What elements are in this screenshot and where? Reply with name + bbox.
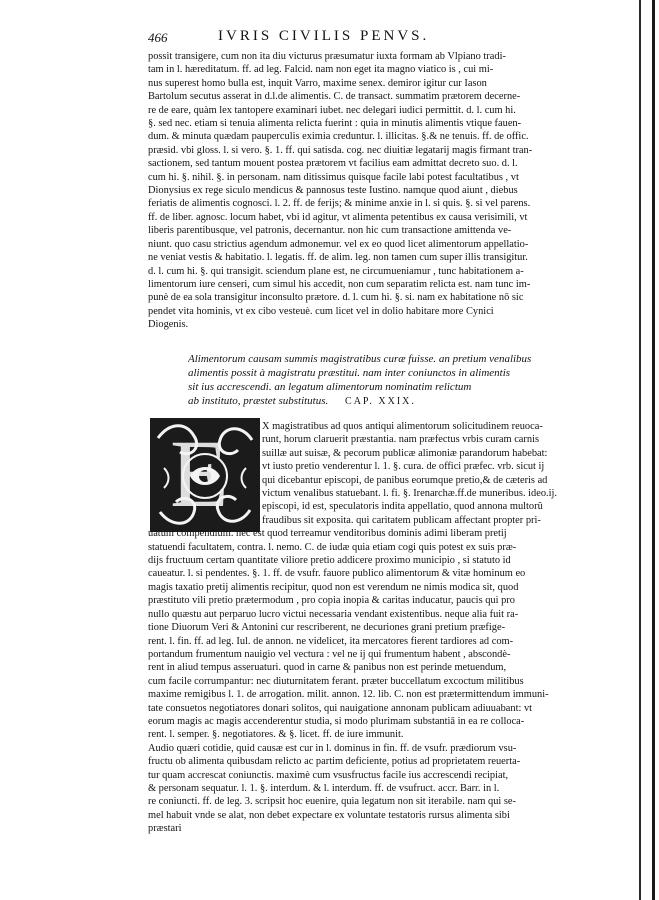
text-line: cum hi. §. nihil. §. in personam. nam ditissimus quisque facile labi potest facultatibus , vt: [148, 171, 519, 183]
text-line: Dionysius ex rege siculo mendicus & pannosus teste Iustino. namque quod aiunt , diebus: [148, 185, 518, 197]
text-line: Audio quæri cotidie, quid causæ est cur in l. dominus in fin. ff. de vsufr. prædiorum vsu-: [148, 742, 517, 754]
text-line: nullo quæstu aut perparuo lucro victui necessaria vendant existentibus. neque alia fuit ra-: [148, 608, 519, 620]
summary-line: Alimentorum causam summis magistratibus curæ fuisse. an pretium venalibus: [188, 353, 532, 365]
text-line: punè de ea sola transigitur inconsulto prætore. d. l. cum hi. §. si. nam ex habitatione nō sic: [148, 292, 524, 304]
text-line: re coniuncti. ff. de leg. 3. scripsit hoc euenire, quia legatum non sit iterabile. nam qui se-: [148, 796, 516, 808]
page-gutter-shadow: [639, 0, 641, 900]
text-line: d. l. cum hi. §. qui transigit. sciendum plane est, ne circumueniamur , tunc habitationem a-: [148, 265, 524, 277]
text-line: Bartolum secutus asserat in d.l.de alimentis. C. de transact. summatim prætorem decerne-: [148, 91, 521, 103]
text-line: dijs fructuum certam quantitate viliore pretio addicere proximo municipio , si statuto id: [148, 555, 511, 567]
text-line: statuendi facultatem, contra. l. nemo. C. de iudæ quia etiam cogi quis potest ex suis præ-: [148, 541, 517, 553]
text-line: dum. & minuta quædam pauperculis eximia creduntur. l. illicitas. §.& ne tenuis. ff. de offic.: [148, 131, 529, 143]
summary-line: alimentis possit à magistratu præstitui. nam inter coniunctos in alimentis: [188, 367, 511, 379]
decorated-initial-letter: E: [170, 420, 229, 527]
text-line: rent. l. semper. §. negotiatores. & §. licet. ff. de iure immunit.: [148, 729, 404, 741]
text-line: sactionem, sed tantum mouent postea prætorem vt facilius eam admittat decreto suo. d. l.: [148, 158, 518, 170]
summary-line: sit ius accrescendi. an legatum alimentorum nominatim relictum: [188, 381, 472, 393]
page-edge-shadow: [652, 0, 655, 900]
text-line: niunt. quo casu strictius agendum admonemur. vel ex eo quod licet alimentorum appellatio-: [148, 238, 529, 250]
text-line: uatum compendium. nec est quod terreamur venditoribus dominis adimi liberam pretij: [148, 528, 507, 540]
text-line: ff. de liber. agnosc. locum habet, vbi id agitur, vt alimenta petentibus ex causa verisimili, vt: [148, 211, 528, 223]
text-line: liberis parentibusque, vel patronis, decernantur. non hic cum transactione amittenda ve-: [148, 225, 512, 237]
text-line: Diogenis.: [148, 319, 189, 331]
text-line: maxime remigibus l. 1. de arrogation. milit. annon. 12. lib. C. non est prætermittendum immuni-: [148, 689, 549, 701]
text-line: magis taxatio pretij alimentis recipitur, quod non est verendum ne nimis modica sit, quod: [148, 581, 519, 593]
text-line: portandum frumentum nauigio vel vectura : vel ne ij qui frumentum habent , abscondè-: [148, 648, 511, 660]
text-line: vt iusto pretio venderentur l. 1. §. cura. de offici præfec. vrb. sicut ij: [262, 461, 545, 473]
text-line: fructu ob alimenta quibusdam relicto ac partim deficiente, potius ad proprietatem reuerta-: [148, 756, 521, 768]
text-line: tur quam accrescat coniunctis. maximè cum vsusfructus facile ius accrescendi recipiat,: [148, 769, 509, 781]
page-header: [148, 28, 568, 48]
body-text-top: [148, 50, 588, 332]
running-head: IVRIS CIVILIS PENVS.: [218, 28, 430, 44]
text-line: præstituto vili pretio prætermodum , pro copia inopia & caritas inducatur, paucis qui pro: [148, 595, 515, 607]
text-line: pendet vita hominis, vt ex cibo vesteuè. cum licet vel in dolio habitare more Cynici: [148, 305, 494, 317]
text-line: qui dicebantur episcopi, de panibus eorumque pretio,& de cæteris ad: [262, 474, 548, 486]
text-line: re de eare, quàm lex tantopere examinari iubet. nec delegari iudici permittit. d. l. cum hi.: [148, 104, 516, 116]
text-line: cum facile corrumpantur: nec diuturnitatem ferant. præter buccellatum excoctum militibus: [148, 675, 524, 687]
text-line: præsid. vbi gloss. l. si vero. §. 1. ff. qui satisda. cog. nec diuitiæ legatarij magis firmant tran-: [148, 144, 533, 156]
text-line: tione Diuorum Veri & Antonini cur rescriberent, ne decuriones grani pretium præfige-: [148, 622, 506, 634]
text-line: §. sed nec. etiam si tenuia alimenta relicta fuerint : quia in minutis alimentis vtique fauen-: [148, 118, 522, 130]
summary-line: [188, 394, 588, 409]
text-line: victum venalibus statuebant. l. fi. §. Irenarchæ.ff.de muneribus. ideo.ij.: [262, 488, 558, 500]
text-line: mel habuit vnde se alat, non debet expectare ex voluntate testatoris rursus alimenta sibi: [148, 809, 510, 821]
chapter-number: CAP. XXIX.: [345, 396, 416, 407]
summary-line-text: ab instituto, præstet substitutus.: [188, 395, 329, 407]
text-line: ne veniat vestis & habitatio. l. legatis. ff. de alim. leg. non tamen cum super illis transigitur.: [148, 252, 528, 264]
text-line: runt, horum claruerit præstantia. nam præfectus vrbis curam carnis: [262, 434, 540, 446]
text-line: X magistratibus ad quos antiqui alimentorum solicitudinem reuoca-: [262, 421, 543, 432]
text-line: episcopi, id est, speculatoris indita appellatio, quod annona multorû: [262, 501, 543, 513]
text-line: caueatur. l. si pendentes. §. 1. ff. de vsufr. fauore publico alimentorum & vitæ hominum eo: [148, 568, 526, 580]
text-line: suillæ aut suisæ, & pecorum publicæ alimoniæ parandorum habebat:: [262, 447, 548, 459]
text-line: fraudibus sit exposita. qui caritatem publicam affectant propter pri-: [262, 514, 541, 526]
text-line: rent in aliud tempus asseruaturi. quod in carne & panibus non est perinde metuendum,: [148, 662, 507, 674]
page-number: 466: [148, 30, 168, 45]
text-line: tate consuetos negotiatores donari solitos, qui nauigatione annonam publicam adiuuabant: vt: [148, 702, 533, 714]
text-line: tam in l. hæreditatum. ff. ad leg. Falcid. nam non eget ita magno viatico is , cui mi-: [148, 64, 494, 76]
text-line: rent. l. fin. ff. ad leg. Iul. de annon. ne videlicet, ita mercatores fierent tardiores ad com-: [148, 635, 514, 647]
text-line: eorum magis ac magis accenderentur studia, si modo plurimam substantiā in ea re colloca-: [148, 715, 525, 727]
text-line: nus superest homo bulla est, inquit Varro, maxime senex. demiror igitur cur Iason: [148, 77, 487, 89]
chapter-summary: [188, 352, 588, 409]
text-line: feriatis de alimentis cognosci. l. 2. ff. de ferijs; & minime anxie in l. si quis. §. si vel parens.: [148, 198, 531, 210]
text-line: & personam sequatur. l. 1. §. interdum. & l. interdum. ff. de vsufruct. accr. Barr. in l.: [148, 782, 500, 794]
text-line: limentorum iure censeri, cum simul his accedit, non cum separatim relicta est. nam tunc im-: [148, 278, 531, 290]
text-line: præstari: [148, 823, 182, 835]
body-text-bottom: [148, 420, 588, 836]
text-line: possit transigere, cum non ita diu victurus præsumatur iuxta formam ab Vlpiano tradi-: [148, 51, 506, 62]
